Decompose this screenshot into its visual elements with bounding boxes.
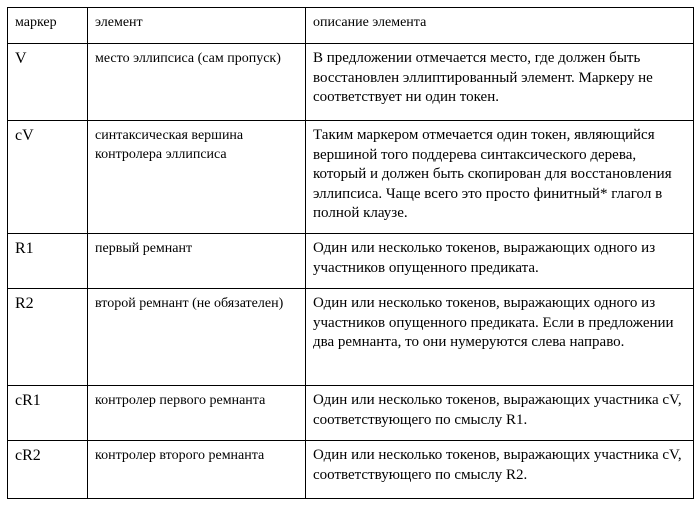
element-cell: контролер второго ремнанта — [88, 441, 306, 499]
marker-cell: cR2 — [8, 441, 88, 499]
marker-cell: V — [8, 44, 88, 121]
table-row — [8, 441, 694, 499]
description-cell: Один или несколько токенов, выражающих участника cV, соответствующего по смыслу R2. — [306, 441, 694, 499]
table-row — [8, 44, 694, 121]
header-description: описание элемента — [306, 8, 694, 44]
description-cell: Один или несколько токенов, выражающих участника cV, соответствующего по смыслу R1. — [306, 386, 694, 441]
element-cell: место эллипсиса (сам пропуск) — [88, 44, 306, 121]
description-cell: Один или несколько токенов, выражающих одного из участников опущенного предиката. Если в предложении два ремнанта, то они нумеруются слева направо. — [306, 289, 694, 386]
ellipsis-markers-table — [7, 7, 694, 499]
table-header-row — [8, 8, 694, 44]
element-cell: второй ремнант (не обязателен) — [88, 289, 306, 386]
description-cell: В предложении отмечается место, где должен быть восстановлен эллиптированный элемент. Маркеру не соответствует ни один токен. — [306, 44, 694, 121]
table-row — [8, 121, 694, 234]
element-cell: синтаксическая вершина контролера эллипсиса — [88, 121, 306, 234]
marker-cell: R2 — [8, 289, 88, 386]
table-row — [8, 289, 694, 386]
element-cell: контролер первого ремнанта — [88, 386, 306, 441]
element-cell: первый ремнант — [88, 234, 306, 289]
header-element: элемент — [88, 8, 306, 44]
table-row — [8, 234, 694, 289]
marker-cell: cV — [8, 121, 88, 234]
header-marker: маркер — [8, 8, 88, 44]
description-cell: Один или несколько токенов, выражающих одного из участников опущенного предиката. — [306, 234, 694, 289]
marker-cell: cR1 — [8, 386, 88, 441]
table-row — [8, 386, 694, 441]
description-cell: Таким маркером отмечается один токен, являющийся вершиной того поддерева синтаксического дерева, который и должен быть скопирован для восстановления эллипсиса. Чаще всего это просто финитный* глагол в полной клаузе. — [306, 121, 694, 234]
marker-cell: R1 — [8, 234, 88, 289]
